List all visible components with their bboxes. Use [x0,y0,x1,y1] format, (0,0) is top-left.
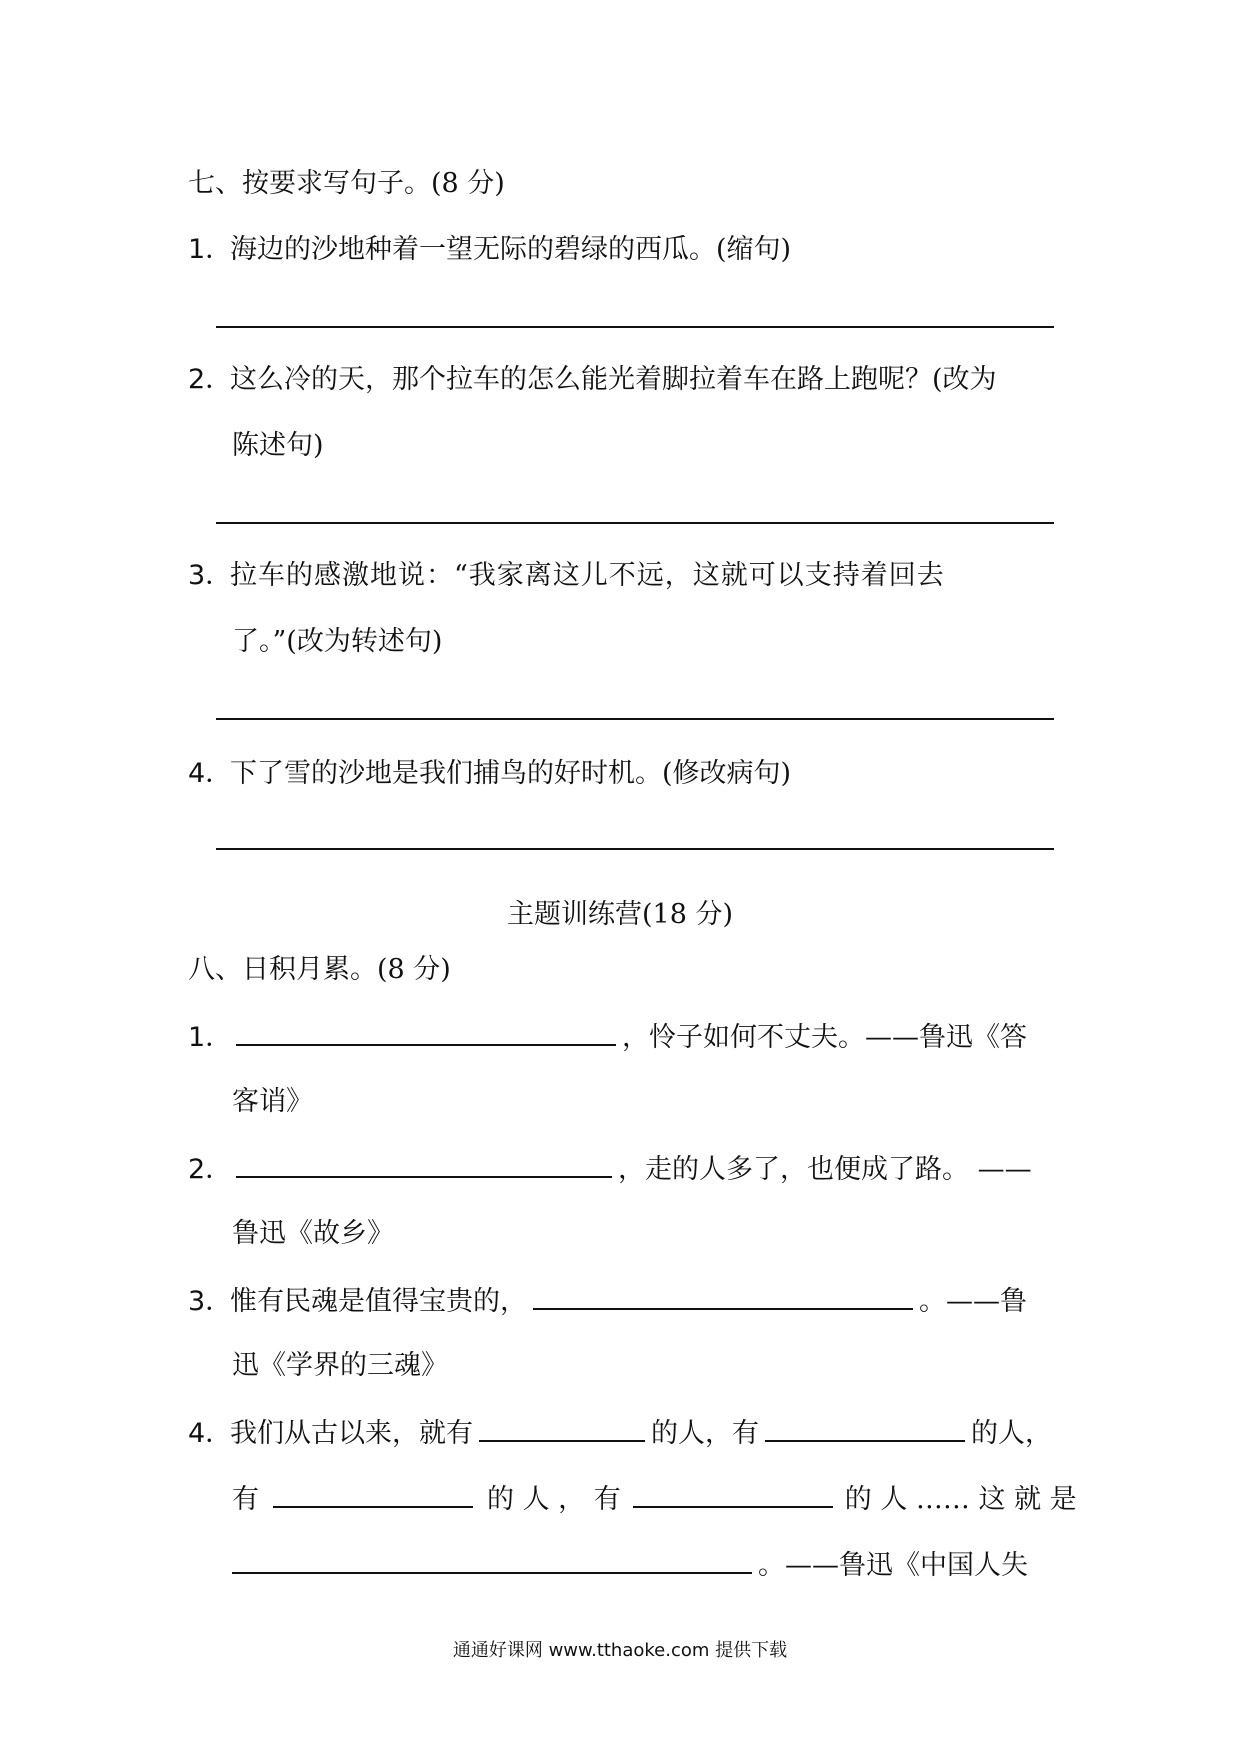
s8-item-2-cont: 鲁迅《故乡》 [232,1218,394,1249]
s7-item-1 [188,236,791,263]
item-number: 1． [188,1022,233,1053]
item-text: 的人， [971,1418,1052,1449]
s8-item-3 [188,1286,1027,1315]
fill-blank-3[interactable] [533,1286,913,1310]
fill-blank-4a[interactable] [479,1418,645,1442]
section7-heading: 七、按要求写句子。(8 分) [188,168,505,199]
answer-line-1[interactable] [216,326,1054,328]
section-subtitle: 主题训练营(18 分) [506,899,733,930]
item-text: 拉车的感激地说：“我家离这儿不远，这就可以支持着回去 [230,560,945,591]
s8-item-4-line2 [232,1484,1077,1513]
answer-line-4[interactable] [216,848,1054,850]
item-text: ，怜子如何不丈夫。——鲁迅《答 [622,1022,1027,1053]
item-text: 的 人 ， 有 [487,1484,621,1515]
answer-line-3[interactable] [216,718,1054,720]
item-number: 1． [188,234,233,265]
section8-heading: 八、日积月累。(8 分) [188,954,451,985]
s7-item-4 [188,760,791,787]
item-number: 3． [188,560,233,591]
fill-blank-4e[interactable] [232,1550,752,1574]
answer-line-2[interactable] [216,522,1054,524]
item-text: 的 人 …… 这 就 是 [844,1484,1077,1515]
footer-credit: 通通好课网 www.tthaoke.com 提供下载 [452,1640,788,1661]
item-text: ，走的人多了，也便成了路。 —— [618,1154,1032,1185]
item-number: 2． [188,364,233,395]
item-text: 惟有民魂是值得宝贵的， [230,1286,527,1317]
s7-item-2-cont: 陈述句) [232,430,324,461]
s7-item-2 [188,366,997,393]
fill-blank-2[interactable] [236,1154,612,1178]
s7-item-3 [188,562,945,589]
fill-blank-4d[interactable] [633,1484,833,1508]
s8-item-4 [188,1418,1052,1447]
item-text: 。——鲁迅《中国人失 [758,1550,1028,1581]
item-number: 4． [188,758,233,789]
item-text: 的人，有 [651,1418,759,1449]
fill-blank-1[interactable] [236,1022,616,1046]
s8-item-4-line3 [232,1550,1028,1579]
item-text: 。——鲁 [919,1286,1027,1317]
s8-item-1 [188,1022,1027,1051]
item-text: 这么冷的天，那个拉车的怎么能光着脚拉着车在路上跑呢？(改为 [230,364,997,395]
fill-blank-4b[interactable] [765,1418,965,1442]
item-text: 下了雪的沙地是我们捕鸟的好时机。(修改病句) [230,758,792,789]
item-number: 3． [188,1286,233,1317]
item-text: 海边的沙地种着一望无际的碧绿的西瓜。(缩句) [230,234,792,265]
item-text: 我们从古以来，就有 [230,1418,473,1449]
s8-item-1-cont: 客诮》 [232,1086,313,1117]
fill-blank-4c[interactable] [273,1484,473,1508]
s8-item-2 [188,1154,1032,1183]
item-text: 有 [232,1484,259,1515]
item-number: 4． [188,1418,233,1449]
s8-item-3-cont: 迅《学界的三魂》 [232,1350,448,1381]
item-number: 2． [188,1154,233,1185]
s7-item-3-cont: 了。”(改为转述句) [232,626,443,657]
